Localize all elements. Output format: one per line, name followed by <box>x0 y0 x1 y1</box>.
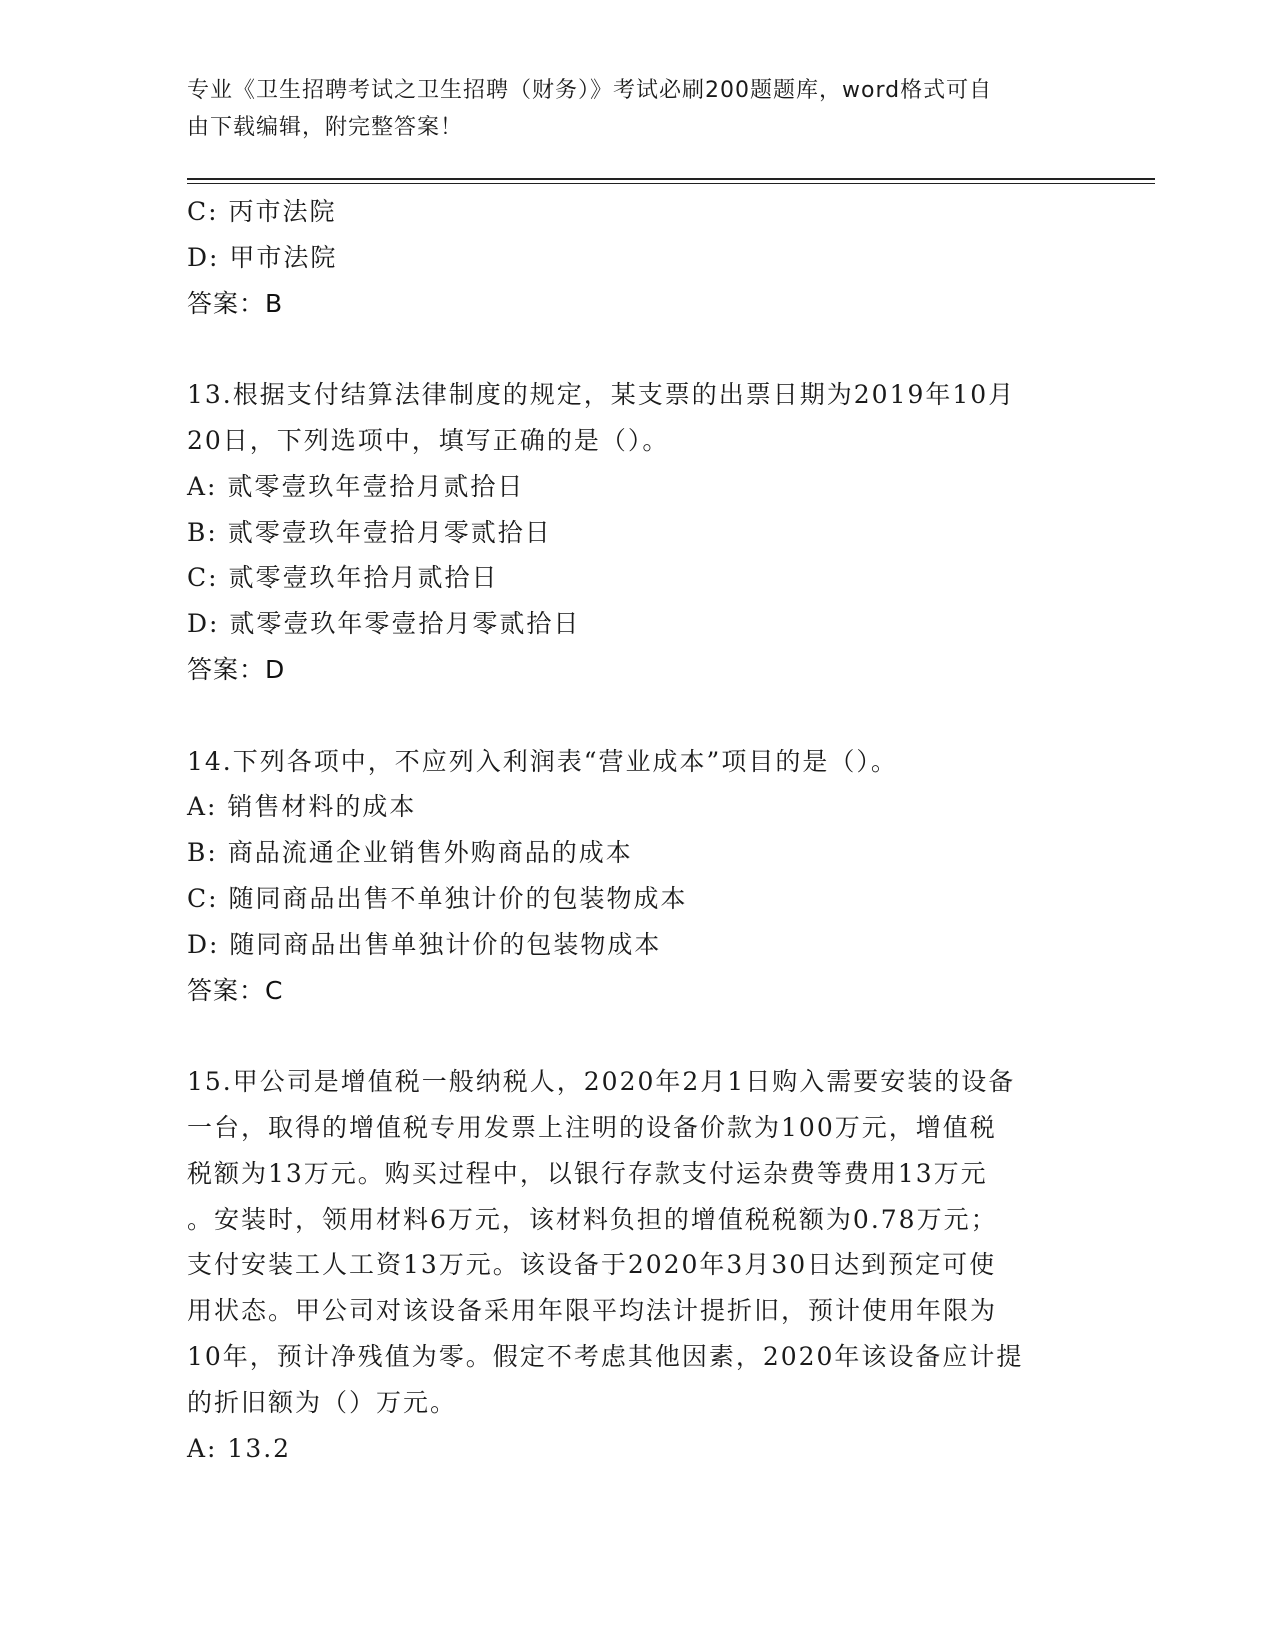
question-stem-line: 20日，下列选项中，填写正确的是（）。 <box>187 425 670 455</box>
option-line: A: 贰零壹玖年壹拾月贰拾日 <box>187 471 525 501</box>
question-13 <box>187 372 1087 693</box>
option-line: B: 贰零壹玖年壹拾月零贰拾日 <box>187 517 552 547</box>
question-stem-line: 10年，预计净残值为零。假定不考虑其他因素，2020年该设备应计提 <box>187 1341 1024 1371</box>
option-line: D: 随同商品出售单独计价的包装物成本 <box>187 929 662 959</box>
spacer <box>187 1013 1087 1059</box>
option-line: C: 丙市法院 <box>187 197 337 226</box>
page-header <box>187 72 1067 146</box>
header-divider-thin <box>187 183 1155 184</box>
question-stem-line: 用状态。甲公司对该设备采用年限平均法计提折旧，预计使用年限为 <box>187 1296 998 1326</box>
option-line: C: 随同商品出售不单独计价的包装物成本 <box>187 883 688 913</box>
answer-line: 答案：D <box>187 654 286 684</box>
spacer <box>187 693 1087 739</box>
document-body <box>187 189 1087 1471</box>
answer-line: 答案：C <box>187 975 284 1005</box>
answer-line: 答案：B <box>187 288 284 318</box>
question-stem-line: 。安装时，领用材料6万元，该材料负担的增值税税额为0.78万元； <box>187 1204 998 1234</box>
prev-question <box>187 189 1087 326</box>
question-stem-line: 15.甲公司是增值税一般纳税人，2020年2月1日购入需要安装的设备 <box>187 1067 1016 1097</box>
question-stem-line: 税额为13万元。购买过程中，以银行存款支付运杂费等费用13万元 <box>187 1158 988 1188</box>
spacer <box>187 326 1087 372</box>
option-line: A: 销售材料的成本 <box>187 792 417 822</box>
question-stem-line: 一台，取得的增值税专用发票上注明的设备价款为100万元，增值税 <box>187 1112 997 1142</box>
option-line: D: 贰零壹玖年零壹拾月零贰拾日 <box>187 609 581 639</box>
option-line: D: 甲市法院 <box>187 242 338 272</box>
header-line-2: 由下载编辑，附完整答案！ <box>187 115 464 140</box>
question-stem-line: 支付安装工人工资13万元。该设备于2020年3月30日达到预定可使 <box>187 1250 997 1280</box>
option-line: B: 商品流通企业销售外购商品的成本 <box>187 838 633 868</box>
question-stem-line: 的折旧额为（）万元。 <box>187 1387 458 1417</box>
question-15 <box>187 1059 1087 1471</box>
option-line: A: 13.2 <box>187 1433 292 1463</box>
option-line: C: 贰零壹玖年拾月贰拾日 <box>187 563 499 593</box>
question-stem-line: 14.下列各项中，不应列入利润表“营业成本”项目的是（）。 <box>187 746 898 776</box>
header-divider-thick <box>187 178 1155 180</box>
header-line-1: 专业《卫生招聘考试之卫生招聘（财务）》考试必刷200题题库，word格式可自 <box>187 78 993 103</box>
question-14 <box>187 739 1087 1014</box>
question-stem-line: 13.根据支付结算法律制度的规定，某支票的出票日期为2019年10月 <box>187 380 1016 410</box>
